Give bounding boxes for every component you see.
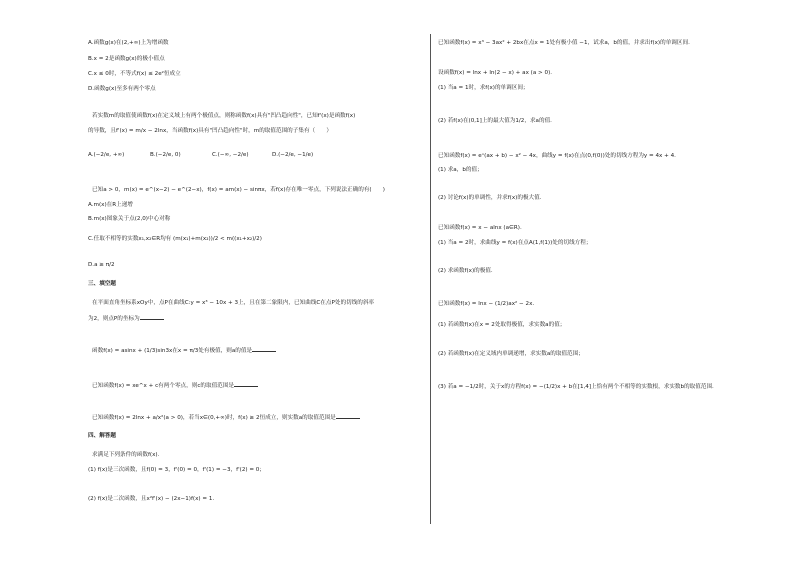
answer-blank [336,413,360,419]
question-part: (1) 若函数f(x)在x = 2处取得极值，求实数a的值； [438,322,566,328]
question-text: 在平面直角坐标系xOy中，点P在曲线C:y = x³ − 10x + 3上，且在第二象限内，已知曲线C在点P处的切线的斜率 [92,300,375,306]
question-text: 已知函数f(x) = x³ − 3ax² + 2bx在点x = 1处有极小值 −1，试求a，b的值，并求出f(x)的单调区间. [438,40,690,46]
question-text: 函数f(x) = asinx + (1/3)sin3x在x = π/3处有极值，则a的值是 [92,346,276,355]
question-text: 已知函数f(x) = eˣ(ax + b) − x² − 4x，曲线y = f(x)在点(0,f(0))处的切线方程为y = 4x + 4. [438,153,676,159]
answer-blank [234,381,258,387]
question-part: (1) 当a = 2时，求曲线y = f(x)在点A(1,f(1))处的切线方程； [438,240,592,246]
option-b: B.m(x)图象关于点(2,0)中心对称 [88,216,171,222]
question-part: (1) 当a = 1时，求f(x)的单调区间； [438,85,529,91]
question-part: (1) f(x)是三次函数，且f(0) = 3，f'(0) = 0，f'(1) = −3，f'(2) = 0； [88,467,265,473]
option-a: A.m(x)在R上递增 [88,202,133,208]
option-b: B.(−2/e, 0) [150,152,181,158]
option-b: B.x = 2是函数g(x)的极小值点 [88,56,165,62]
question-part: (3) 若a = −1/2时，关于x的方程f(x) = −(1/2)x + b在[1,4]上恰有两个不相等的实数根，求实数b的取值范围. [438,384,714,390]
question-text: 求满足下列条件的函数f(x). [92,452,160,458]
section-heading: 三、填空题 [88,281,116,287]
question-part: (2) f(x)是二次函数，且x²f'(x) − (2x−1)f(x) = 1. [88,496,215,502]
option-d: D.a ≥ π/2 [88,262,115,268]
question-text: 已知函数f(x) = 2lnx + a/x²(a > 0)，若当x∈(0,+∞)时，f(x) ≥ 2恒成立，则实数a的取值范围是 [92,413,360,422]
question-part: (2) 若函数f(x)在定义域内单调递增，求实数a的取值范围； [438,351,584,357]
question-text: 的导数，且f'(x) = m/x − 2lnx，当函数f(x)具有"凹凸趋向性"时，m的取值范围的子集有（ ） [88,128,332,134]
answer-blank [140,314,164,320]
question-part: (2) 若f(x)在(0,1]上的最大值为1/2，求a的值. [438,118,552,124]
question-text: 为2，则点P的坐标为 [88,314,164,323]
question-text: 已知函数f(x) = lnx − (1/2)ax² − 2x. [438,301,535,307]
question-text: 已知函数f(x) = x − alnx (a∈R). [438,225,522,231]
option-c: C.x ≤ 0时，不等式f(x) ≤ 2e²恒成立 [88,71,181,77]
question-part: (2) 求函数f(x)的极值. [438,268,493,274]
option-d: D.(−2/e, −1/e) [272,152,314,158]
option-d: D.函数g(x)至多有两个零点 [88,86,156,92]
question-text: 已知a > 0，m(x) = e^(x−2) − e^(2−x)，f(x) = am(x) − sinπx，若f(x)存在唯一零点，下列说法正确的有( ) [92,187,385,193]
question-text: 若实数m的取值使函数f(x)在定义域上有两个极值点，则称函数f(x)具有"凹凸趋向性"，已知f'(x)是函数f(x) [92,113,356,119]
option-c: C.任取不相等的实数x₁,x₂∈R均有 (m(x₁)+m(x₂))/2 < m((x₁+x₂)/2) [88,236,262,242]
answer-blank [252,346,276,352]
question-part: (1) 求a，b的值； [438,167,483,173]
column-divider [430,34,431,524]
option-a: A.函数g(x)在(2,+∞)上为增函数 [88,40,169,46]
option-c: C.(−∞, −2/e) [212,152,249,158]
section-heading: 四、解答题 [88,433,116,439]
question-text: 设函数f(x) = lnx + ln(2 − x) + ax (a > 0). [438,70,553,76]
question-text: 已知函数f(x) = xe^x + c有两个零点，则c的取值范围是 [92,381,258,390]
question-part: (2) 讨论f(x)的单调性，并求f(x)的极大值. [438,195,542,201]
option-a: A.(−2/e, +∞) [88,152,125,158]
